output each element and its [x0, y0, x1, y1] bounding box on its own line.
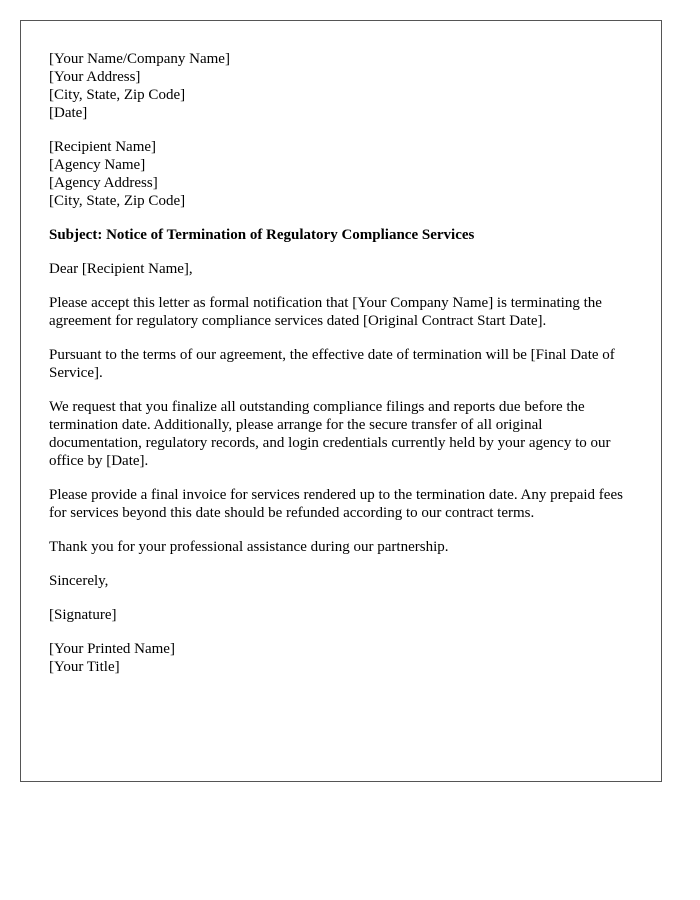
closing: Sincerely,	[49, 573, 109, 589]
recipient-name: [Recipient Name]	[49, 139, 157, 155]
sender-block	[49, 50, 639, 122]
signoff-block	[49, 640, 639, 676]
salutation: Dear [Recipient Name],	[49, 261, 193, 277]
body-paragraph: Please provide a final invoice for services rendered up to the termination date. Any prepaid fees for services beyond this date should be refunded according to our contract terms.	[49, 487, 623, 521]
recipient-block	[49, 138, 639, 210]
sender-address: [Your Address]	[49, 69, 141, 85]
recipient-address: [Agency Address]	[49, 175, 158, 191]
body-paragraph: Thank you for your professional assistance during our partnership.	[49, 539, 449, 555]
body-paragraph: We request that you finalize all outstanding compliance filings and reports due before the termination date. Additionally, please arrange for the secure transfer of all original documentation, regulatory records, and login credentials currently held by your agency to our office by [Date].	[49, 399, 611, 469]
sender-city-state-zip: [City, State, Zip Code]	[49, 87, 186, 103]
sender-name: [Your Name/Company Name]	[49, 51, 230, 67]
signature-placeholder: [Signature]	[49, 607, 117, 623]
letter-body	[49, 50, 639, 692]
signer-title: [Your Title]	[49, 659, 120, 675]
body-paragraph: Please accept this letter as formal notification that [Your Company Name] is terminating the agreement for regulatory compliance services dated [Original Contract Start Date].	[49, 295, 602, 329]
printed-name: [Your Printed Name]	[49, 641, 175, 657]
recipient-agency: [Agency Name]	[49, 157, 146, 173]
recipient-city-state-zip: [City, State, Zip Code]	[49, 193, 186, 209]
letter-page	[20, 20, 662, 782]
subject-line: Subject: Notice of Termination of Regulatory Compliance Services	[49, 227, 475, 243]
letter-date: [Date]	[49, 105, 88, 121]
body-paragraph: Pursuant to the terms of our agreement, the effective date of termination will be [Final Date of Service].	[49, 347, 615, 381]
